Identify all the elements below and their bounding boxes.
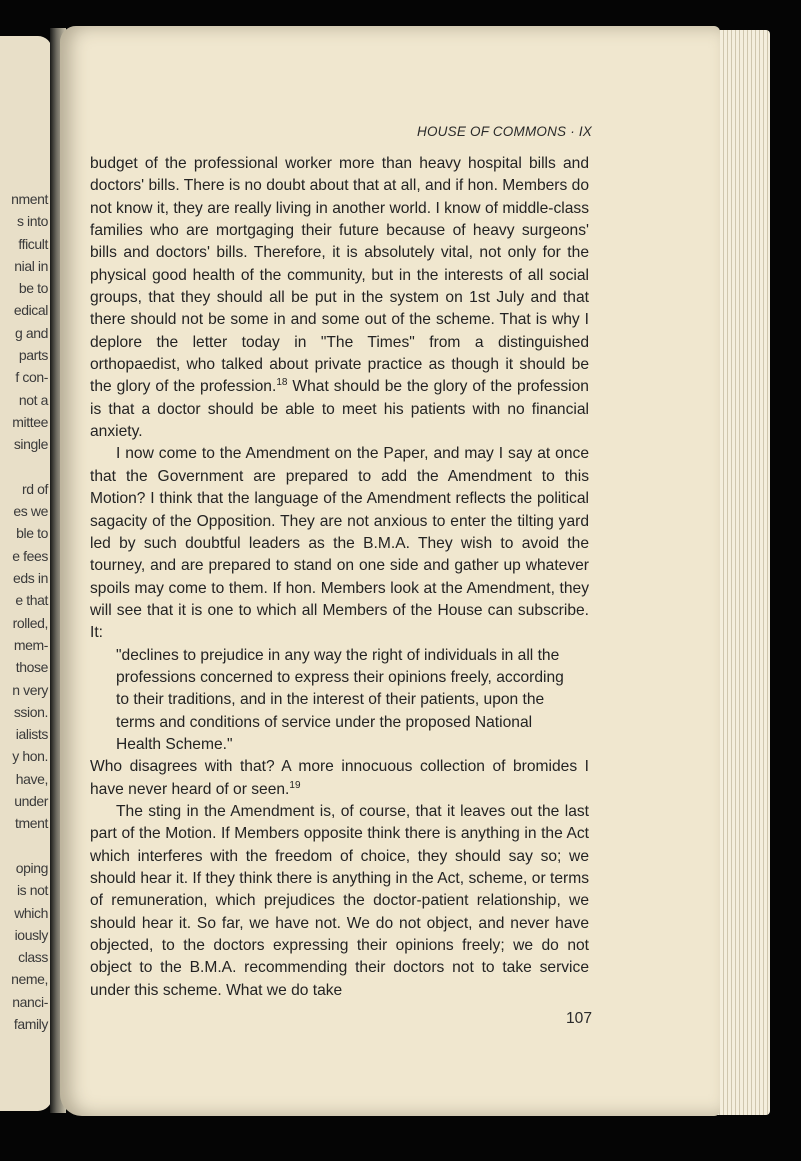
facing-line: ialists	[15, 726, 48, 743]
facing-line: f con-	[15, 369, 48, 386]
facing-line: edical	[13, 302, 48, 319]
page-edges	[712, 30, 770, 1115]
paragraph: I now come to the Amendment on the Paper, and may I say at once that the Government are prepared to add the Amendment to this Motion? I think that the language of the Amendment reflects the political sagacity of the Opposition. They are not anxious to enter the tilting yard led by such doubtful leaders as the B.M.A. They wish to avoid the tourney, and are prepared to stand on one side and gather up whatever spoils may come to them. If hon. Members look at the Amendment, they will see that it is one to which all Members of the House can subscribe. It:	[90, 445, 589, 642]
paragraph	[90, 756, 589, 801]
facing-line: is not	[16, 882, 48, 899]
paragraph-text: budget of the professional worker more than heavy hospital bills and doctors' bills. There is no doubt about that at all, and if hon. Members do not know it, they are really living in another world. I know of middle-class families who are mortgaging their future because of heavy surgeons' bills and doctors' bills. Therefore, it is absolutely vital, not only for the physical good health of the community, but in the interests of all social groups, that they should all be put in the system on 1st July and that there should not be some in and some out of the scheme. That is why I deplore the letter today in "The Times" from a distinguished orthopaedist, who talked about private practice as though it should be the glory of the profession.	[90, 155, 589, 396]
page-body	[90, 153, 589, 1002]
facing-line: e that	[15, 592, 48, 609]
paragraph: The sting in the Amendment is, of course, that it leaves out the last part of the Motion. If Members opposite think there is anything in the Act which interferes with the freedom of choice, they should say so; we should hear it. If they think there is anything in the Act, scheme, or terms of remuneration, which prejudices the doctor-patient relationship, we should hear it. So far, we have not. We do not object, and never have objected, to the doctors expressing their opinions freely; we do not object to the B.M.A. recommending their doctors not to take service under this scheme. What we do take	[90, 802, 589, 999]
facing-line: eds in	[13, 570, 48, 587]
facing-line: rolled,	[12, 614, 48, 631]
facing-line: nanci-	[12, 993, 48, 1010]
footnote-ref: 18	[276, 377, 288, 389]
facing-line: mem-	[13, 636, 48, 653]
facing-line: fficult	[18, 235, 48, 252]
running-head: HOUSE OF COMMONS · IX	[417, 124, 592, 139]
facing-page-text	[11, 188, 48, 1035]
facing-line: neme,	[11, 971, 48, 988]
facing-line: e fees	[12, 547, 48, 564]
facing-line: g and	[14, 324, 48, 341]
facing-line	[11, 456, 48, 478]
facing-line: iously	[14, 926, 48, 943]
facing-line: under	[14, 793, 48, 810]
facing-line: es we	[13, 503, 48, 520]
facing-line: nial in	[14, 257, 48, 274]
facing-line: parts	[18, 347, 48, 364]
facing-line: be to	[18, 280, 48, 297]
facing-line: which	[14, 904, 48, 921]
facing-line: n very	[12, 681, 48, 698]
facing-line: not a	[18, 391, 48, 408]
facing-line: single	[13, 436, 48, 453]
facing-line: rd of	[21, 480, 48, 497]
paragraph-text: Who disagrees with that? A more innocuous collection of bromides I have never heard of or seen.	[90, 758, 589, 798]
facing-line: oping	[15, 859, 48, 876]
paragraph	[90, 153, 589, 443]
facing-line: have,	[15, 770, 48, 787]
facing-line: ssion.	[13, 703, 48, 720]
paragraph-text: What should be the glory of the profession is that a doctor should be able to meet his patients with no financial anxiety.	[90, 378, 589, 441]
page-number: 107	[565, 1010, 592, 1027]
facing-line: y hon.	[12, 748, 48, 765]
facing-line	[11, 835, 48, 857]
footnote-ref: 19	[289, 779, 301, 791]
facing-line: mittee	[12, 413, 48, 430]
facing-line: class	[18, 949, 48, 966]
facing-line: ble to	[16, 525, 48, 542]
facing-line: nment	[11, 191, 48, 207]
facing-page	[0, 36, 52, 1111]
facing-line: tment	[14, 815, 48, 832]
facing-line: s into	[16, 213, 48, 230]
facing-line: family	[13, 1015, 48, 1032]
block-quote: "declines to prejudice in any way the right of individuals in all the professions concerned to express their opinions freely, according to their traditions, and in the interest of their patients, upon the terms and conditions of service under the proposed National Health Scheme."	[116, 646, 564, 753]
facing-line: those	[15, 659, 48, 676]
